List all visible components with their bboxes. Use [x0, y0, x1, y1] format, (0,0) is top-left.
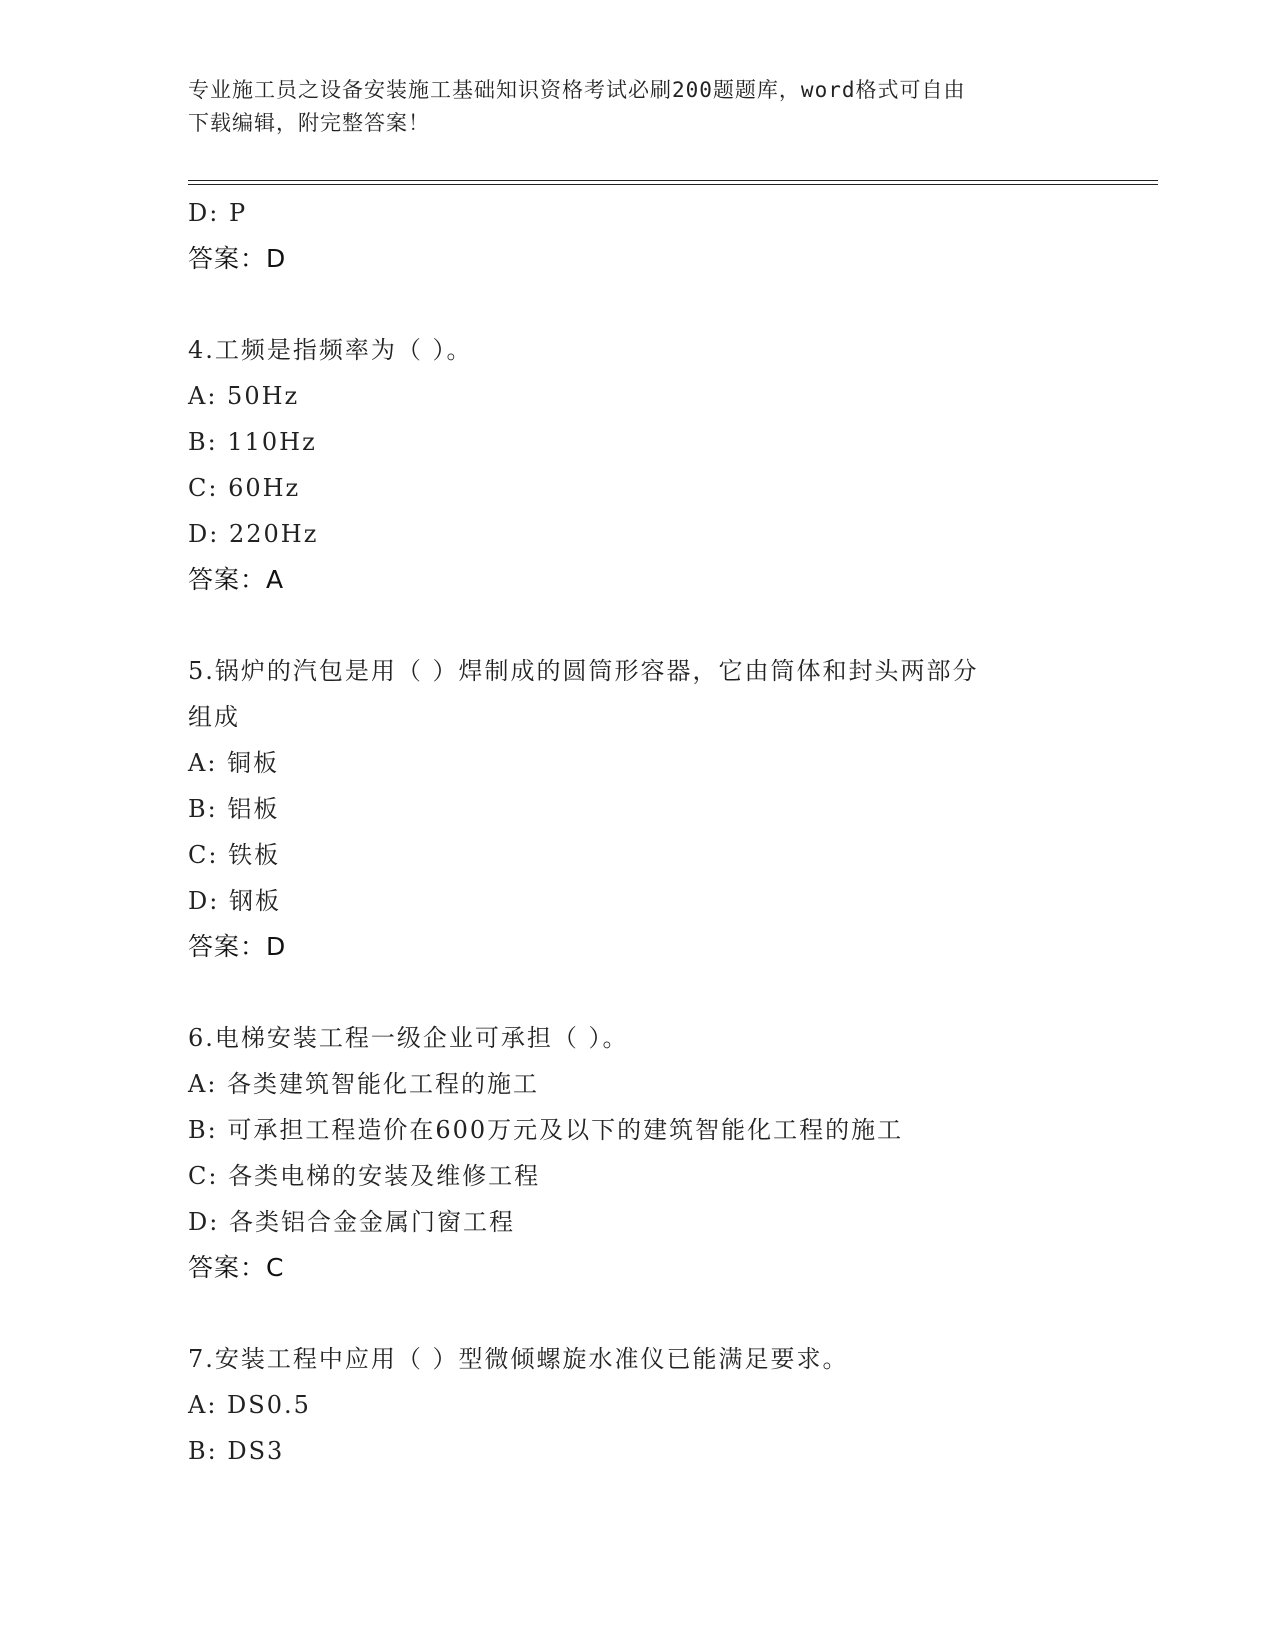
question-7 — [188, 1336, 1088, 1474]
answer: 答案：D — [188, 932, 287, 961]
document-body — [188, 190, 1088, 1474]
spacer — [188, 282, 1088, 327]
option-c: C: 铁板 — [188, 841, 281, 869]
header-divider-bottom — [188, 184, 1158, 185]
option-c: C: 60Hz — [188, 474, 301, 502]
question-text: 4.工频是指频率为（ ）。 — [188, 336, 473, 364]
option-d: D: P — [188, 199, 248, 227]
option-a: A: 铜板 — [188, 749, 280, 777]
option-a: A: 各类建筑智能化工程的施工 — [188, 1070, 540, 1098]
header-divider-top — [188, 180, 1158, 181]
question-text: 6.电梯安装工程一级企业可承担（ ）。 — [188, 1024, 629, 1052]
answer: 答案：C — [188, 1253, 285, 1282]
question-text-line-2: 组成 — [188, 703, 240, 731]
question-text-line-1: 5.锅炉的汽包是用（ ）焊制成的圆筒形容器，它由筒体和封头两部分 — [188, 657, 979, 685]
option-b: B: DS3 — [188, 1437, 285, 1465]
question-6 — [188, 1015, 1088, 1291]
question-5 — [188, 648, 1088, 970]
header-line-2: 下载编辑，附完整答案！ — [188, 111, 430, 135]
question-3-fragment — [188, 190, 1088, 282]
option-d: D: 钢板 — [188, 887, 281, 915]
option-d: D: 各类铝合金金属门窗工程 — [188, 1208, 515, 1236]
question-text: 7.安装工程中应用（ ）型微倾螺旋水准仪已能满足要求。 — [188, 1345, 849, 1373]
option-d: D: 220Hz — [188, 520, 319, 548]
option-b: B: 可承担工程造价在600万元及以下的建筑智能化工程的施工 — [188, 1116, 904, 1144]
question-4 — [188, 327, 1088, 603]
spacer — [188, 970, 1088, 1015]
document-header — [188, 74, 1088, 140]
option-a: A: 50Hz — [188, 382, 300, 410]
spacer — [188, 603, 1088, 648]
option-c: C: 各类电梯的安装及维修工程 — [188, 1162, 541, 1190]
spacer — [188, 1291, 1088, 1336]
option-b: B: 110Hz — [188, 428, 317, 456]
option-b: B: 铝板 — [188, 795, 280, 823]
header-line-1: 专业施工员之设备安装施工基础知识资格考试必刷200题题库，word格式可自由 — [188, 78, 966, 102]
answer: 答案：A — [188, 565, 285, 594]
answer: 答案：D — [188, 244, 287, 273]
option-a: A: DS0.5 — [188, 1391, 311, 1419]
